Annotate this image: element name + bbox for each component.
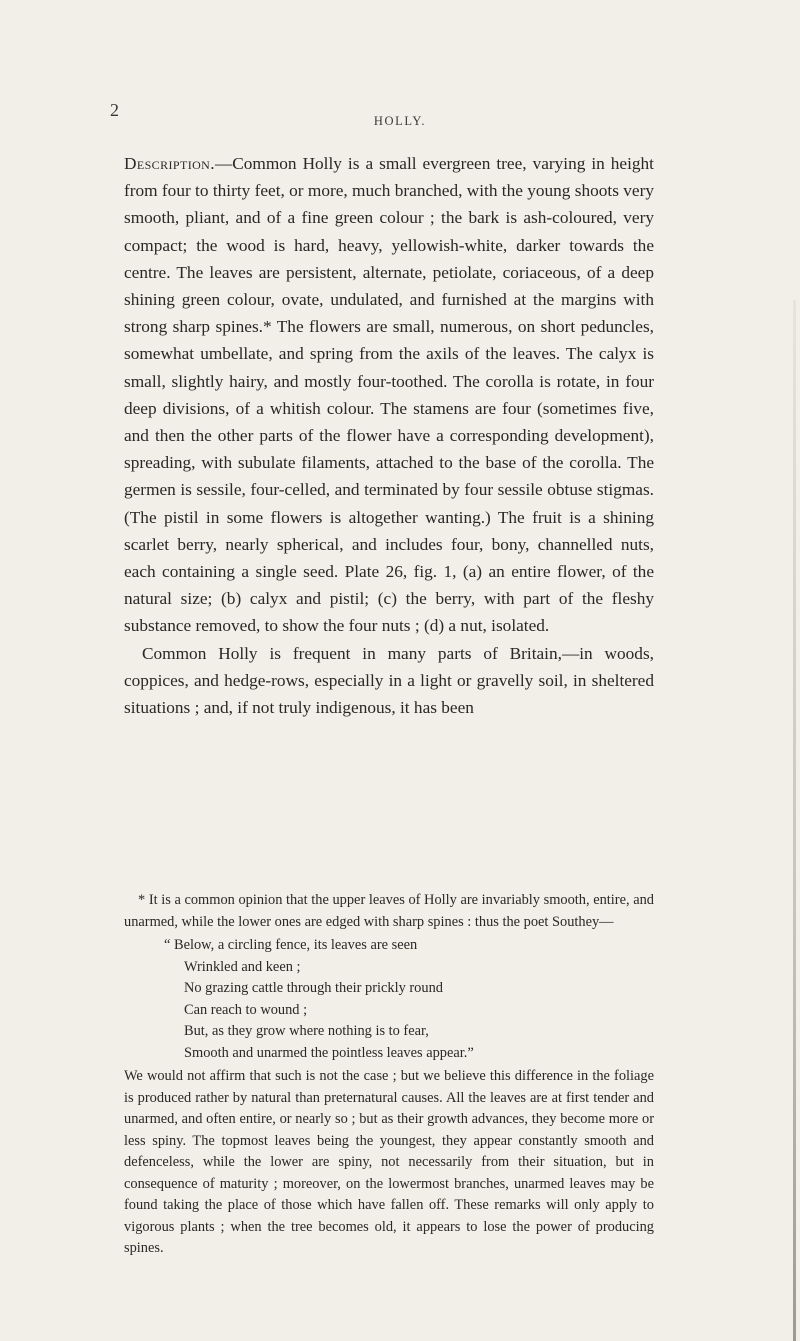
description-lead: Description. <box>124 154 215 173</box>
running-head: HOLLY. <box>373 114 427 128</box>
poem-line: But, as they grow where nothing is to fear, <box>184 1023 429 1039</box>
main-text <box>124 150 654 721</box>
footnote-comment: We would not affirm that such is not the case ; but we believe this difference in the foliage is produced rather by natural than preternatural causes. All the leaves are at first tender and unarmed, and often entire, or nearly so ; but as their growth advances, they become more or less spiny. The topmost leaves being the youngest, they appear constantly smooth and defenceless, while the lower are spiny, not necessarily from their situation, but in consequence of maturity ; moreover, on the lowermost branches, unarmed leaves may be found taking the place of those which have fallen off. These remarks will only apply to vigorous plants ; when the tree becomes old, it appears to lose the power of producing spines. <box>124 1068 654 1256</box>
description-paragraph <box>124 150 654 640</box>
page-number: 2 <box>110 100 119 120</box>
poem-line: Can reach to wound ; <box>184 1001 308 1018</box>
poem-line: “ Below, a circling fence, its leaves are seen <box>164 937 418 953</box>
poem-line: No grazing cattle through their prickly round <box>184 980 443 996</box>
poem-quote <box>164 935 654 1064</box>
page-edge-shadow <box>793 300 796 1341</box>
description-text: —Common Holly is a small evergreen tree, varying in height from four to thirty feet, or more, much branched, with the young shoots very smooth, pliant, and of a fine green colour ; the bark is ash-coloured, very compact; the wood is hard, heavy, yellowish-white, darker towards the centre. The leaves are persistent, alternate, petiolate, coriaceous, of a deep shining green colour, ovate, undulated, and furnished at the margins with strong sharp spines.* The flowers are small, numerous, on short peduncles, somewhat umbellate, and spring from the axils of the leaves. The calyx is small, slightly hairy, and mostly four-toothed. The corolla is rotate, in four deep divisions, of a whitish colour. The stamens are four (sometimes five, and then the other parts of the flower have a corresponding development), spreading, with subulate filaments, attached to the base of the corolla. The germen is sessile, four-celled, and terminated by four sessile obtuse stigmas. (The pistil in some flowers is altogether wanting.) The fruit is a shining scarlet berry, nearly spherical, and includes four, bony, channelled nuts, each containing a single seed. Plate 26, fig. 1, (a) an entire flower, of the natural size; (b) calyx and pistil; (c) the berry, with part of the fleshy substance removed, to show the four nuts ; (d) a nut, isolated. <box>124 154 654 636</box>
distribution-paragraph: Common Holly is frequent in many parts of Britain,—in woods, coppices, and hedge-rows, especially in a light or gravelly soil, in sheltered situations ; and, if not truly indigenous, it has been <box>124 643 654 718</box>
footnote-intro: * It is a common opinion that the upper leaves of Holly are invariably smooth, entire, and unarmed, while the lower ones are edged with sharp spines : thus the poet Southey— <box>124 892 654 930</box>
poem-line: Wrinkled and keen ; <box>184 958 301 975</box>
footnote <box>124 890 654 1260</box>
poem-line: Smooth and unarmed the pointless leaves appear.” <box>184 1044 474 1061</box>
